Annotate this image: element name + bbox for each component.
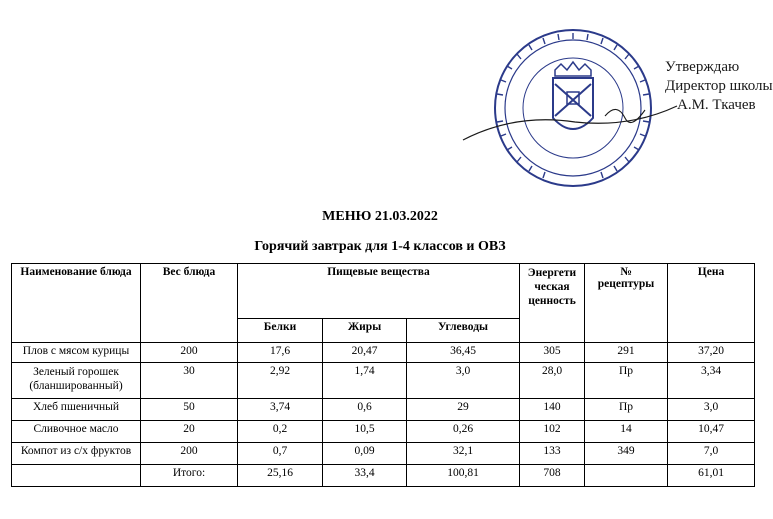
total-energy: 708 (520, 465, 585, 487)
cell-carbs: 32,1 (407, 443, 520, 465)
cell-fats: 20,47 (323, 343, 407, 363)
cell-fats: 0,6 (323, 399, 407, 421)
header-proteins: Белки (238, 319, 323, 343)
table-row (12, 421, 755, 443)
cell-dish: Компот из с/х фруктов (12, 443, 141, 465)
total-price: 61,01 (668, 465, 755, 487)
header-row (12, 264, 755, 319)
cell-energy: 133 (520, 443, 585, 465)
header-recipe: № рецептуры (585, 264, 668, 343)
header-carbs: Углеводы (407, 319, 520, 343)
cell-weight: 30 (141, 363, 238, 399)
header-weight: Вес блюда (141, 264, 238, 343)
total-proteins: 25,16 (238, 465, 323, 487)
cell-weight: 200 (141, 343, 238, 363)
cell-price: 3,0 (668, 399, 755, 421)
school-stamp-icon (455, 18, 685, 198)
header-price: Цена (668, 264, 755, 343)
cell-recipe: 291 (585, 343, 668, 363)
approval-line-2: Директор школы (665, 78, 773, 94)
cell-dish: Плов с мясом курицы (12, 343, 141, 363)
cell-proteins: 2,92 (238, 363, 323, 399)
cell-price: 37,20 (668, 343, 755, 363)
cell-weight: 200 (141, 443, 238, 465)
approval-text (665, 58, 773, 115)
cell-fats: 1,74 (323, 363, 407, 399)
approval-line-3: А.М. Ткачев (677, 97, 756, 113)
total-row (12, 465, 755, 487)
cell-fats: 0,09 (323, 443, 407, 465)
cell-recipe: Пр (585, 363, 668, 399)
approval-block (455, 18, 773, 198)
total-carbs: 100,81 (407, 465, 520, 487)
header-nutrients: Пищевые вещества (238, 264, 520, 319)
total-label: Итого: (141, 465, 238, 487)
cell-recipe: Пр (585, 399, 668, 421)
cell-energy: 140 (520, 399, 585, 421)
cell-price: 7,0 (668, 443, 755, 465)
menu-subtitle: Горячий завтрак для 1-4 классов и ОВЗ (254, 239, 506, 254)
table-row (12, 343, 755, 363)
cell-fats: 10,5 (323, 421, 407, 443)
cell-carbs: 0,26 (407, 421, 520, 443)
approval-line-1: Утверждаю (665, 59, 740, 75)
header-energy: Энергети ческая ценность (520, 264, 585, 343)
cell-dish: Сливочное масло (12, 421, 141, 443)
total-fats: 33,4 (323, 465, 407, 487)
header-dish: Наименование блюда (12, 264, 141, 343)
total-recipe (585, 465, 668, 487)
cell-dish: Зеленый горошек (бланшированный) (12, 363, 141, 399)
cell-weight: 50 (141, 399, 238, 421)
table-row (12, 363, 755, 399)
cell-carbs: 29 (407, 399, 520, 421)
cell-carbs: 36,45 (407, 343, 520, 363)
header-fats: Жиры (323, 319, 407, 343)
table-row (12, 443, 755, 465)
cell-recipe: 14 (585, 421, 668, 443)
cell-weight: 20 (141, 421, 238, 443)
cell-empty (12, 465, 141, 487)
cell-proteins: 3,74 (238, 399, 323, 421)
cell-proteins: 0,2 (238, 421, 323, 443)
cell-price: 10,47 (668, 421, 755, 443)
table-row (12, 399, 755, 421)
menu-table (11, 263, 755, 487)
cell-price: 3,34 (668, 363, 755, 399)
menu-title: МЕНЮ 21.03.2022 (322, 209, 438, 224)
cell-carbs: 3,0 (407, 363, 520, 399)
cell-dish: Хлеб пшеничный (12, 399, 141, 421)
cell-recipe: 349 (585, 443, 668, 465)
cell-proteins: 17,6 (238, 343, 323, 363)
cell-proteins: 0,7 (238, 443, 323, 465)
cell-energy: 28,0 (520, 363, 585, 399)
cell-energy: 305 (520, 343, 585, 363)
cell-energy: 102 (520, 421, 585, 443)
